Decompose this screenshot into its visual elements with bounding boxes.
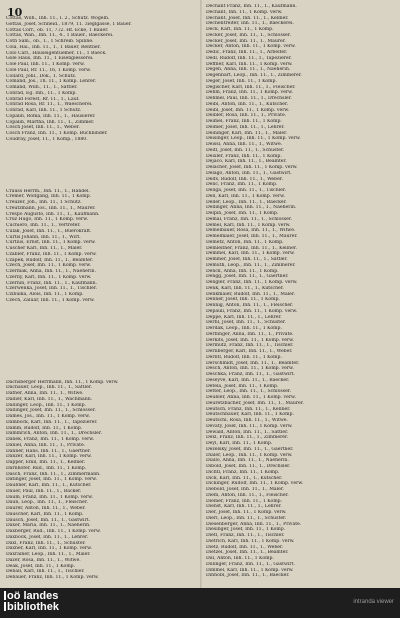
directory-entry: Degischer, Karl, Inh. 11., 1., Fleischer.	[206, 84, 296, 90]
directory-entry: Czapek, Rudolf, Inh. 11., 1., Beamter.	[6, 257, 94, 263]
directory-entry: Dernberger, Karl, Inh. 11., 1., Weber.	[206, 349, 293, 354]
directory-entry: Danzer, Karl, Inh. 11., 1 Komp. verw.	[6, 454, 92, 460]
directory-entry: Delago, Anton, Inh. 11., 1., Gastwirt.	[206, 170, 292, 176]
directory-entry: Derbl, Josef, Inh. 11., 1., Schuster.	[206, 320, 286, 326]
directory-entry: Daun, Leop., Inh. 11., 1., Fleischer.	[6, 500, 88, 506]
directory-entry: Dennig, Anton, Inh. 11., 1., Fleischer.	[206, 303, 294, 308]
directory-entry: Denkmaier, Rudolf, Inh. 11., 1., Maler.	[206, 291, 296, 297]
directory-entry: Dedic, Franz, Inh. 11., 1., Arbeiter.	[206, 50, 288, 55]
directory-entry: Deutschl, Rosa, Inh. 11., 1., Witwe.	[206, 418, 288, 423]
directory-entry: Dames, Jos., Inh. 11., 1 Komp. verw.	[6, 414, 91, 419]
directory-entry: Cottas Corr., ob. 11, 7./2. Hf. Ecke, 1 Bauer.	[6, 27, 109, 33]
directory-entry: Dichtl, Franz, Inh. 11., 1 Komp.	[206, 469, 280, 475]
logo-line-1: oö landes	[7, 590, 59, 602]
directory-entry: Dialer, Leop., Inh. 11., 1 Komp. verw.	[206, 452, 293, 458]
directory-entry: Czerny, Karl, Inh. 11., 1 Komp. verw.	[6, 274, 92, 280]
directory-entry: Crespo Augusto, Inh. 11., 1., Kaufmann.	[6, 211, 100, 217]
page-number: 10	[7, 6, 23, 19]
directory-entry: Danek, Franz, Inh. 11., 1 Komp. verw.	[6, 437, 95, 442]
directory-entry: Daxberger, Rud., Inh. 11., 1 Komp. verw.	[6, 529, 101, 534]
directory-entry: Denck, Anna, Inh. 11., 1 Komp.	[206, 268, 279, 274]
directory-entry: Dellinger, Anna, Inh. 11., 1., Naeherin.	[206, 205, 297, 211]
directory-entry: Delacher, Josef, Inh. 11., 1 Komp. verw.	[206, 165, 298, 170]
directory-entry: Demmer, Josef, Inh. 11., 1., Sattler.	[206, 257, 288, 262]
directory-entry: Deball, Karl, Inh. 11., 1., Tischler.	[6, 569, 85, 575]
directory-entry: Diesinger, Josef, Inh. 11., 1 Komp.	[206, 527, 286, 533]
directory-entry: Diebold, Josef, Inh. 11., 1., Maler.	[206, 487, 285, 492]
directory-entry: Dezelsky, Josef, Inh. 11., 1., Gaertner.	[206, 446, 294, 452]
directory-entry: Delfs, Rudolf, Inh. 11., 1., Weber.	[206, 176, 283, 182]
directory-entry: Cuchiero, Inh. 11., 1., Vertreter.	[6, 223, 81, 228]
directory-entry: Deppe, Karl, Inh. 11., 1., Lehrer.	[206, 314, 282, 320]
directory-entry: Dickinger, Rudolf, Inh. 11., 1 Komp. verw.	[206, 481, 304, 487]
directory-entry: Deliga, Josef, Inh. 11., 1., Tischler.	[206, 188, 287, 193]
logo-bar-icon	[4, 591, 6, 600]
directory-entry: Coth Sam., ob., 1., 1 Schreib. Spinne.	[6, 39, 94, 44]
section-gap	[6, 320, 196, 334]
directory-entry: Demmel, Karl, Inh. 11., 1 Komp. verw.	[206, 251, 295, 257]
directory-entry: Dechant, Inh. 11., 1 Komp. verw.	[206, 9, 283, 15]
directory-entry: Comand, Jos., Th. 11., 1 Komp. Lehrer.	[6, 79, 97, 85]
directory-entry: Diesenberger, Anna, Inh. 11., 1., Private.	[206, 521, 302, 527]
directory-entry: Debauer, Franz, Inh. 11., 1 Komp. verw.	[6, 575, 99, 580]
directory-entry: Deutsch, Franz, Inh. 11., 1., Kellner.	[206, 406, 291, 412]
directory-entry: Demuth, Leop., Inh. 11., 1., Zimmerer.	[206, 262, 296, 268]
directory-entry: Czernin, Franz, Inh. 11., 1., Kaufmann.	[6, 280, 98, 286]
directory-entry: Dejaco, Karl, Inh. 11., 1., Beamter.	[206, 159, 287, 165]
directory-entry: Dermutz, Franz, Inh. 11., 1., Tischler.	[206, 343, 294, 349]
directory-entry: Deffner, Karl, Inh. 11., 1 Komp. verw.	[206, 61, 293, 67]
directory-entry: Dachauer, Leop., Inh. 11., 1., Sattler.	[6, 385, 92, 391]
directory-entry: Dedl, Rudolf, Inh. 11., 1., Tapezierer.	[206, 55, 292, 61]
logo-line-2: bibliothek	[7, 601, 59, 613]
directory-entry: Dechentreiter, Inh. 11., 1., Baeckerei.	[206, 21, 294, 27]
directory-entry: Dienst, Karl, Inh. 11., 1., Lehrer.	[206, 504, 282, 510]
directory-entry: Dier, Josef, Inh. 11., 1 Komp. verw.	[206, 510, 287, 515]
section-gap	[6, 159, 196, 173]
directory-entry: Daxner, Karl, Inh. 11., 1 Komp. verw.	[6, 546, 92, 552]
directory-entry: Deuretzbacher, Josef, Inh. 11., 1., Maurer.	[206, 400, 304, 406]
directory-entry: Daxl, Franz, Inh. 11., 1., Schuster.	[6, 540, 86, 546]
directory-entry: Deimel, Franz, Inh. 11., 1 Komp.	[206, 119, 282, 124]
directory-entry: Detter, Leop., Inh. 11., 1., Schlosser.	[206, 389, 291, 395]
directory-entry: Daniel, Anna, Inh. 11., 1., Private.	[6, 442, 86, 448]
directory-entry: Dimmel, Karl, Inh. 11., 1 Komp. verw.	[206, 567, 294, 573]
directory-entry: Dazer, Rosa, Inh. 11., 1., Witwe.	[6, 557, 81, 563]
directory-entry: Decker, Anton, Inh. 11., 1 Komp. verw.	[206, 44, 296, 50]
directory-entry: Dammrich, Anton, Inh. 11., 1., Drechsler.	[6, 431, 103, 437]
directory-entry: Derdak, Leop., Inh. 11., 1 Komp.	[206, 326, 282, 331]
directory-entry: Deseyve, Karl, Inh. 11., 1., Baecker.	[206, 377, 290, 383]
directory-entry: Dexl, Franz, Inh. 11., 1., Zimmerer.	[206, 435, 289, 441]
directory-entry: Deibl, Josef, Inh. 11., 1 Komp. verw.	[206, 107, 290, 113]
directory-entry: Conrad, Karl, Inh. 11., 1 Schutz.	[6, 108, 82, 113]
directory-entry: Dewald, Anton, Inh. 11., 1., Sattler.	[206, 429, 289, 435]
directory-entry: Diallo, Anna, Inh. 11., 1., Naeherin.	[206, 458, 289, 464]
directory-entry: Cosch Josef, Inh. 11., 1., Weber.	[6, 125, 80, 131]
directory-entry: Deixler, Franz, Inh. 11., 1 Komp.	[206, 153, 282, 159]
directory-entry: Dibold, Josef, Inh. 11., 1., Drechsler.	[206, 464, 291, 469]
viewer-label[interactable]: intranda viewer	[353, 599, 394, 605]
directory-entry: Dengler, Franz, Inh. 11., 1 Komp. verw.	[206, 280, 298, 285]
directory-entry: Deyl, Karl, Inh. 11., 1 Komp.	[206, 441, 273, 446]
directory-entry: Dausch, Josef, Inh. 11., 1., Gastwirt.	[6, 517, 91, 523]
directory-entry: Czibulka, Alois, Inh. 11., 1 Komp.	[6, 292, 84, 297]
directory-entry: Creuzer, Joh., Inh. 11., 1 Schutz.	[6, 200, 82, 205]
directory-entry: Deger, Josef, Inh. 11., 1 Komp.	[206, 78, 277, 84]
directory-entry: Czabler, Franz, Inh. 11., 1 Komp. verw.	[6, 251, 97, 257]
library-logo[interactable]	[4, 591, 59, 613]
directory-entry: Copalin, Roma, Inh. 11., 1., Hausierer.	[6, 113, 96, 119]
directory-entry: Daxbock, Josef, Inh. 11., 1., Lehrer.	[6, 534, 89, 540]
directory-entry: Cosch Franz, Inh. 11., 1 Komp. Buchbinder.	[6, 131, 108, 136]
directory-entry: Dell, Karl, Inh. 11., 1 Komp. verw.	[206, 193, 285, 199]
directory-entry: Deibler, Rosa, Inh. 11., 1., Private.	[206, 113, 287, 119]
directory-entry: Dechant Franz, Inh. 11., 1., Kaufmann.	[206, 4, 297, 9]
directory-entry: Culak, Josef, Inh. 11., 1., Buerokraft.	[6, 228, 92, 234]
directory-entry: Dengg, Josef, Inh. 11., 1., Gaertner.	[206, 274, 289, 280]
directory-entry: Dauscher, Karl, Inh. 11., 1 Komp.	[6, 511, 84, 517]
directory-entry: Devaty, Josef, Inh. 11., 1 Komp. verw.	[206, 423, 293, 429]
directory-entry: Deller, Leop., Inh. 11., 1., Baecker.	[206, 199, 287, 205]
directory-entry: Dapper, Emil, Inh. 11., 1., Kellner.	[6, 460, 86, 465]
directory-entry: Deitl, Josef, Inh. 11., 1., Schuster.	[206, 147, 285, 153]
directory-entry: Deisinger, Leop., Inh. 11., 1 Komp. verw.	[206, 136, 301, 142]
directory-entry: Demal, Franz, Inh. 11., 1., Schlosser.	[206, 216, 292, 222]
directory-entry: Czech, Zaluar, Inh. 11., 1 Komp. verw.	[6, 297, 95, 303]
directory-entry: Datinger, Josef, Inh. 11., 1 Komp. verw.	[6, 477, 98, 483]
directory-entry: Demleitner, Franz, Inh. 11., 1., Kellner.	[206, 245, 297, 251]
section-gap	[6, 350, 196, 364]
directory-entry: Dietzel, Josef, Inh. 11., 1., Beamter.	[206, 550, 289, 556]
directory-entry: Demetz, Anton, Inh. 11., 1 Komp.	[206, 239, 284, 245]
directory-entry: Darnhofer, Rud., Inh. 11., 1 Komp.	[6, 465, 87, 471]
directory-entry: Cole Paul, Inh. 11., 1 Komp. verw.	[6, 62, 85, 67]
directory-entry: Decker, Josef, Inh. 11., 1., Maurer.	[206, 38, 286, 44]
directory-entry: Cruz Hugo, Inh. 11., 1 Komp. verw.	[6, 217, 89, 223]
directory-entry: Delpin, Josef, Inh. 11., 1 Komp.	[206, 211, 279, 216]
directory-entry: Dick, Karl, Inh. 11., 1., Kutscher.	[206, 475, 283, 481]
directory-entry: Dill, Anton, Inh. 11., 1 Komp.	[206, 556, 274, 561]
directory-entry: Colo Carl., Hauseigentuemer, 11., 1 Baeck.	[6, 50, 107, 56]
directory-entry: Cuscher Karl, Inh. 11., 1., Maler.	[6, 246, 83, 251]
directory-entry: Dauer, Paul, Inh. 11., 1., Backer.	[6, 488, 82, 494]
directory-entry: Danner, Hans, Inh. 11., 1., Gaertner.	[6, 448, 91, 454]
directory-entry: Detela, Josef, Inh. 11., 1 Komp.	[206, 383, 279, 389]
directory-entry: Deissl, Anna, Inh. 11., 1., Witwe.	[206, 142, 283, 147]
directory-entry: Daum, Franz, Inh. 11., 1 Komp. verw.	[6, 494, 93, 500]
directory-entry: Dechant, Josef, Inh. 11., 1., Kellner.	[206, 15, 289, 21]
directory-entry: Cottas, Wilh., Inh. 11., I. 2., Schutz. Wogeln.	[6, 16, 110, 21]
right-column	[206, 4, 396, 579]
directory-entry: Dachsberger Herrmann, Inh. 11., 1 Komp. verw.	[6, 379, 119, 385]
directory-entry: Gole Haus, Inh. 11., 1 Eisengiesserei.	[6, 56, 94, 62]
directory-entry: Denner, Josef, Inh. 11., 1 Komp.	[206, 297, 280, 303]
directory-entry: Conrad, Eg. Inh., 11., 1 Komp.	[6, 90, 77, 96]
directory-entry: Czech, Josef, Inh. 11., 1 Komp. verw.	[6, 263, 92, 269]
directory-entry: Desch, Anton, Inh. 11., 1 Komp. verw.	[206, 366, 294, 372]
directory-entry: Deubler, Anna, Inh. 11., 1 Komp. verw.	[206, 395, 296, 400]
directory-entry: Dafner, Anna, Inh. 11., 1., Witwe.	[6, 391, 84, 396]
directory-entry: Czerwenka, Josef, Inh. 11., 1., Tischler.	[6, 286, 97, 292]
directory-entry: Curtis Johann, Inh. 11., 1., Wirt.	[6, 234, 81, 240]
directory-entry: Dierl, Leop., Inh. 11., 1., Schuster.	[206, 515, 287, 521]
logo-bar-icon	[4, 602, 6, 611]
directory-entry: Degen, Anna, Inh. 11., 1., Naeherin.	[206, 67, 291, 73]
directory-entry: Degenhart, Leop., Inh. 11., 1., Zimmerer.	[206, 73, 302, 78]
directory-entry: Dehm, Franz, Inh. 11., 1 Komp. verw.	[206, 90, 293, 96]
directory-entry: Gottas, Josef, Schneid., 1879, 11. 3ieglgasse, 1 Bauer.	[6, 21, 132, 27]
directory-entry: Dietl, Franz, Inh. 11., 1., Tischler.	[206, 533, 285, 538]
directory-entry: Dillinger, Franz, Inh. 11., 1., Gastwirt.	[206, 561, 295, 567]
directory-entry: Dallier, Karl, Inh. 11., 1., Wachmann.	[6, 396, 93, 402]
directory-entry: Demelmaier, Josef, Inh. 11., 1., Maurer.	[206, 234, 298, 239]
directory-entry: Deck, Karl, Inh. 11., 1 Komp.	[206, 27, 274, 32]
directory-entry: Copalin, Martha, Inh. 11., 1., Zimmer.	[6, 119, 95, 125]
directory-entry: Dietrich, Karl, Inh. 11., 1 Komp. verw.	[206, 538, 295, 544]
directory-entry: Cremer, Wolfgang, Inh. 11., 1 Komp.	[6, 194, 92, 200]
directory-entry: Dasch, Franz, Inh. 11., 1., Zimmermann.	[6, 471, 101, 477]
directory-entry: Daxrainer, Leop., Inh. 11., 1., Maler.	[6, 552, 91, 557]
directory-entry: Diem, Anton, Inh. 11., 1., Fleischer.	[206, 492, 289, 498]
directory-entry: Demelbauer, Rosa, Inh. 11., 1., Witwe.	[206, 228, 296, 234]
directory-entry: Cole Paul, Rr. 11., 16, 1 Komp. verw.	[6, 67, 91, 73]
page-fold	[200, 0, 202, 588]
directory-entry: Deimer, Josef, Inh. 11., 1., Lehrer.	[206, 124, 285, 130]
directory-entry: Daubner, Karl, Inh. 11., 1., Kutscher.	[6, 483, 92, 488]
viewer-footer	[0, 588, 400, 618]
directory-entry: Dehmel, Paul, Inh. 11., 1., Drechsler.	[206, 96, 292, 101]
directory-entry: Deininger, Karl, Inh. 11., 1., Maler.	[206, 130, 288, 136]
directory-entry: Cola, Hai., Inh. 11., 1., 1 Bauer, Rentner.	[6, 44, 101, 50]
directory-entry: Daurer, Anton, Inh. 11., 1., Weber.	[6, 506, 86, 511]
directory-entry: Dallinger, Josef, Inh. 11., 1., Schlosser.	[6, 408, 96, 414]
directory-entry: Decker, Josef, Inh. 11., 1., Schlosser.	[206, 32, 291, 38]
directory-entry: Dinhobl, Josef, Inh. 11., 1., Baecker.	[206, 573, 290, 579]
directory-entry: Depauli, Franz, Inh. 11., 1 Komp. verw.	[206, 308, 298, 314]
directory-entry: Dambock, Karl, Inh. 11., 1., Tapezierer.	[6, 419, 98, 425]
directory-entry: Demel, Karl, Inh. 11., 1 Komp. verw.	[206, 222, 291, 228]
left-column	[6, 16, 196, 588]
directory-entry: Deak, Josef, Inh. 11., 1 Komp.	[6, 563, 76, 569]
directory-entry: Damm, Rudolf, Inh. 11., 1 Komp.	[6, 425, 83, 431]
directory-entry: Daxer, Maria, Inh. 11., 1., Naeherin.	[6, 523, 91, 529]
directory-entry: Comand, Wilh., 11., 1., Sattler.	[6, 85, 78, 90]
directory-entry: Diemer, Franz, Inh. 11., 1 Komp.	[206, 498, 283, 504]
directory-entry: Dietz, Rudolf, Inh. 11., 1., Weber.	[206, 544, 284, 550]
directory-entry: Derntl, Rudolf, Inh. 11., 1 Komp.	[206, 354, 282, 360]
directory-entry: Czermak, Anna, Inh. 11., 1., Naeherin.	[6, 269, 96, 274]
directory-entry: Delic, Franz, Inh. 11., 1 Komp.	[206, 182, 278, 188]
directory-entry: Derflinger, Anna, Inh. 11., 1., Private.	[206, 331, 294, 337]
directory-entry: Creutzmann, Jos., Inh. 11., 1., Maurer.	[6, 205, 96, 211]
directory-entry: Collard, Johl., Dok., 1. Schutz.	[6, 73, 77, 79]
directory-entry: Deibl, Anton, Inh. 11., 1., Kutscher.	[206, 101, 289, 107]
directory-entry: Deutschbauer, Karl, Inh. 11., 1 Komp.	[206, 412, 294, 418]
directory-entry: Crauss Herrm., Inh. 11., 1., Handel.	[6, 188, 90, 194]
directory-entry: Cottas, Wah., Inh. 11., 4., 1 Bauer., Baeckerei.	[6, 33, 114, 39]
directory-entry: Conrad Rosa, Rr. 11., 1., Waescherei.	[6, 102, 93, 108]
directory-entry: Derkits, Josef, Inh. 11., 1 Komp. verw.	[206, 337, 295, 343]
directory-entry: Denk, Karl, Inh. 11., 1., Kutscher.	[206, 285, 284, 291]
directory-entry: Conrad Forest, Rr. 11., 1., Lauf.	[6, 96, 80, 102]
directory-entry: Coudray, Josef, 11., 1 Komp., 1880.	[6, 136, 88, 142]
directory-entry: Derschmidt, Josef, Inh. 11., 1., Beamter.	[206, 360, 300, 366]
directory-entry: Curtius, Ernst, Inh. 11., 1 Komp. verw.	[6, 240, 96, 246]
directory-entry: Deschka, Franz, Inh. 11., 1., Gastwirt.	[206, 372, 295, 377]
directory-entry: Dallinger, Leop., Inh. 11., 1 Komp.	[6, 402, 87, 408]
